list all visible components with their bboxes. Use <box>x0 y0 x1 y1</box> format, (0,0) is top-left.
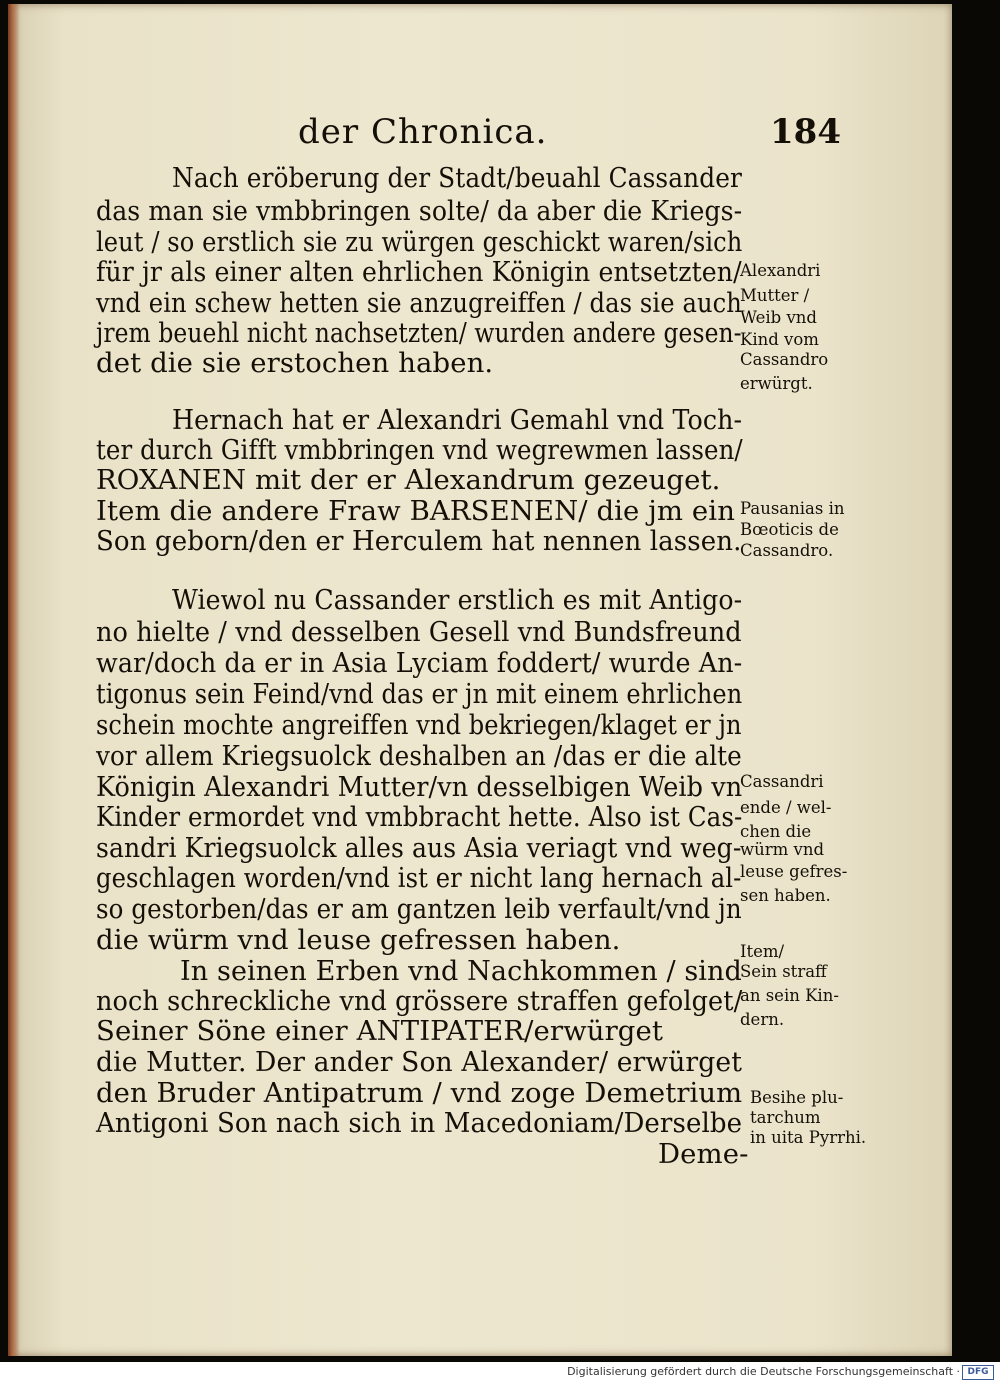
page-number: 184 <box>770 112 841 152</box>
margin-note-line: leuse gefres- <box>740 862 848 881</box>
text-line: Königin Alexandri Mutter/vn desselbigen Weib vn <box>96 771 743 803</box>
text-line: die Mutter. Der ander Son Alexander/ erwürget <box>96 1046 742 1078</box>
text-line: Kinder ermordet vnd vmbbracht hette. Also ist Cas- <box>96 801 743 833</box>
text-line: ROXANEN mit der er Alexandrum gezeuget. <box>96 464 721 496</box>
text-line: jrem beuehl nicht nachsetzten/ wurden andere gesen- <box>96 317 742 349</box>
margin-note-line: Alexandri <box>740 261 821 280</box>
text-line: sandri Kriegsuolck alles aus Asia veriagt vnd weg- <box>96 832 742 864</box>
text-line: Wiewol nu Cassander erstlich es mit Antigo- <box>172 584 743 616</box>
margin-note-line: tarchum <box>750 1108 821 1127</box>
text-line: Antigoni Son nach sich in Macedoniam/Derselbe <box>96 1107 743 1139</box>
text-line: schein mochte angreiffen vnd bekriegen/klaget er jn <box>96 709 742 741</box>
text-line: no hielte / vnd desselben Gesell vnd Bundsfreund <box>96 616 742 648</box>
margin-note-line: an sein Kin- <box>740 986 839 1005</box>
margin-note-line: Kind vom <box>740 330 819 349</box>
margin-note-line: Besihe plu- <box>750 1088 844 1107</box>
text-line: noch schreckliche vnd grössere straffen gefolget/ <box>96 985 743 1017</box>
text-line: Nach eröberung der Stadt/beuahl Cassander <box>172 162 742 194</box>
page-binding-edge <box>8 4 20 1356</box>
text-line: so gestorben/das er am gantzen leib verfault/vnd jn <box>96 893 742 925</box>
margin-note-line: Sein straff <box>740 962 827 981</box>
text-line: Deme- <box>658 1138 749 1170</box>
text-line: det die sie erstochen haben. <box>96 347 494 379</box>
text-line: Hernach hat er Alexandri Gemahl vnd Toch- <box>172 404 743 436</box>
margin-note-line: chen die <box>740 822 812 841</box>
text-line: Seiner Söne einer ANTIPATER/erwürget <box>96 1015 664 1047</box>
text-line: geschlagen worden/vnd ist er nicht lang hernach al- <box>96 862 742 894</box>
running-head: der Chronica. <box>298 112 548 152</box>
margin-note-line: erwürgt. <box>740 374 813 393</box>
text-line: In seinen Erben vnd Nachkommen / sind <box>180 955 742 987</box>
text-line: vor allem Kriegsuolck deshalben an /das er die alte <box>96 740 742 772</box>
text-line: vnd ein schew hetten sie anzugreiffen / das sie auch <box>96 287 742 319</box>
margin-note-line: Weib vnd <box>740 308 817 327</box>
margin-note-line: würm vnd <box>740 840 825 859</box>
margin-note-line: dern. <box>740 1010 785 1029</box>
margin-note-line: Pausanias in <box>740 499 845 518</box>
text-line: Son geborn/den er Herculem hat nennen lassen. <box>96 525 742 557</box>
text-line: war/doch da er in Asia Lyciam foddert/ wurde An- <box>96 647 743 679</box>
text-line: tigonus sein Feind/vnd das er jn mit einem ehrlichen <box>96 678 743 710</box>
footer-credit: Digitalisierung gefördert durch die Deutsche Forschungsgemeinschaft · <box>567 1365 960 1378</box>
text-line: die würm vnd leuse gefressen haben. <box>96 924 621 956</box>
margin-note-line: Mutter / <box>740 286 810 305</box>
text-line: das man sie vmbbringen solte/ da aber die Kriegs- <box>96 195 743 227</box>
margin-note-line: Cassandro <box>740 350 829 369</box>
margin-note-line: Cassandro. <box>740 541 834 560</box>
text-line: leut / so erstlich sie zu würgen geschickt waren/sich <box>96 226 743 258</box>
margin-note-line: Item/ <box>740 942 785 961</box>
margin-note-line: sen haben. <box>740 886 831 905</box>
text-line: den Bruder Antipatrum / vnd zoge Demetrium <box>96 1077 743 1109</box>
text-line: ter durch Gifft vmbbringen vnd wegrewmen lassen/ <box>96 434 743 466</box>
text-line: für jr als einer alten ehrlichen Königin entsetzten/ <box>96 256 742 288</box>
dfg-logo: DFG <box>962 1365 994 1380</box>
text-line: Item die andere Fraw BARSENEN/ die jm ein <box>96 495 736 527</box>
footer-bar <box>0 1362 1000 1382</box>
margin-note-line: Cassandri <box>740 772 824 791</box>
margin-note-line: ende / wel- <box>740 798 832 817</box>
margin-note-line: Bœoticis de <box>740 520 839 539</box>
margin-note-line: in uita Pyrrhi. <box>750 1128 867 1147</box>
